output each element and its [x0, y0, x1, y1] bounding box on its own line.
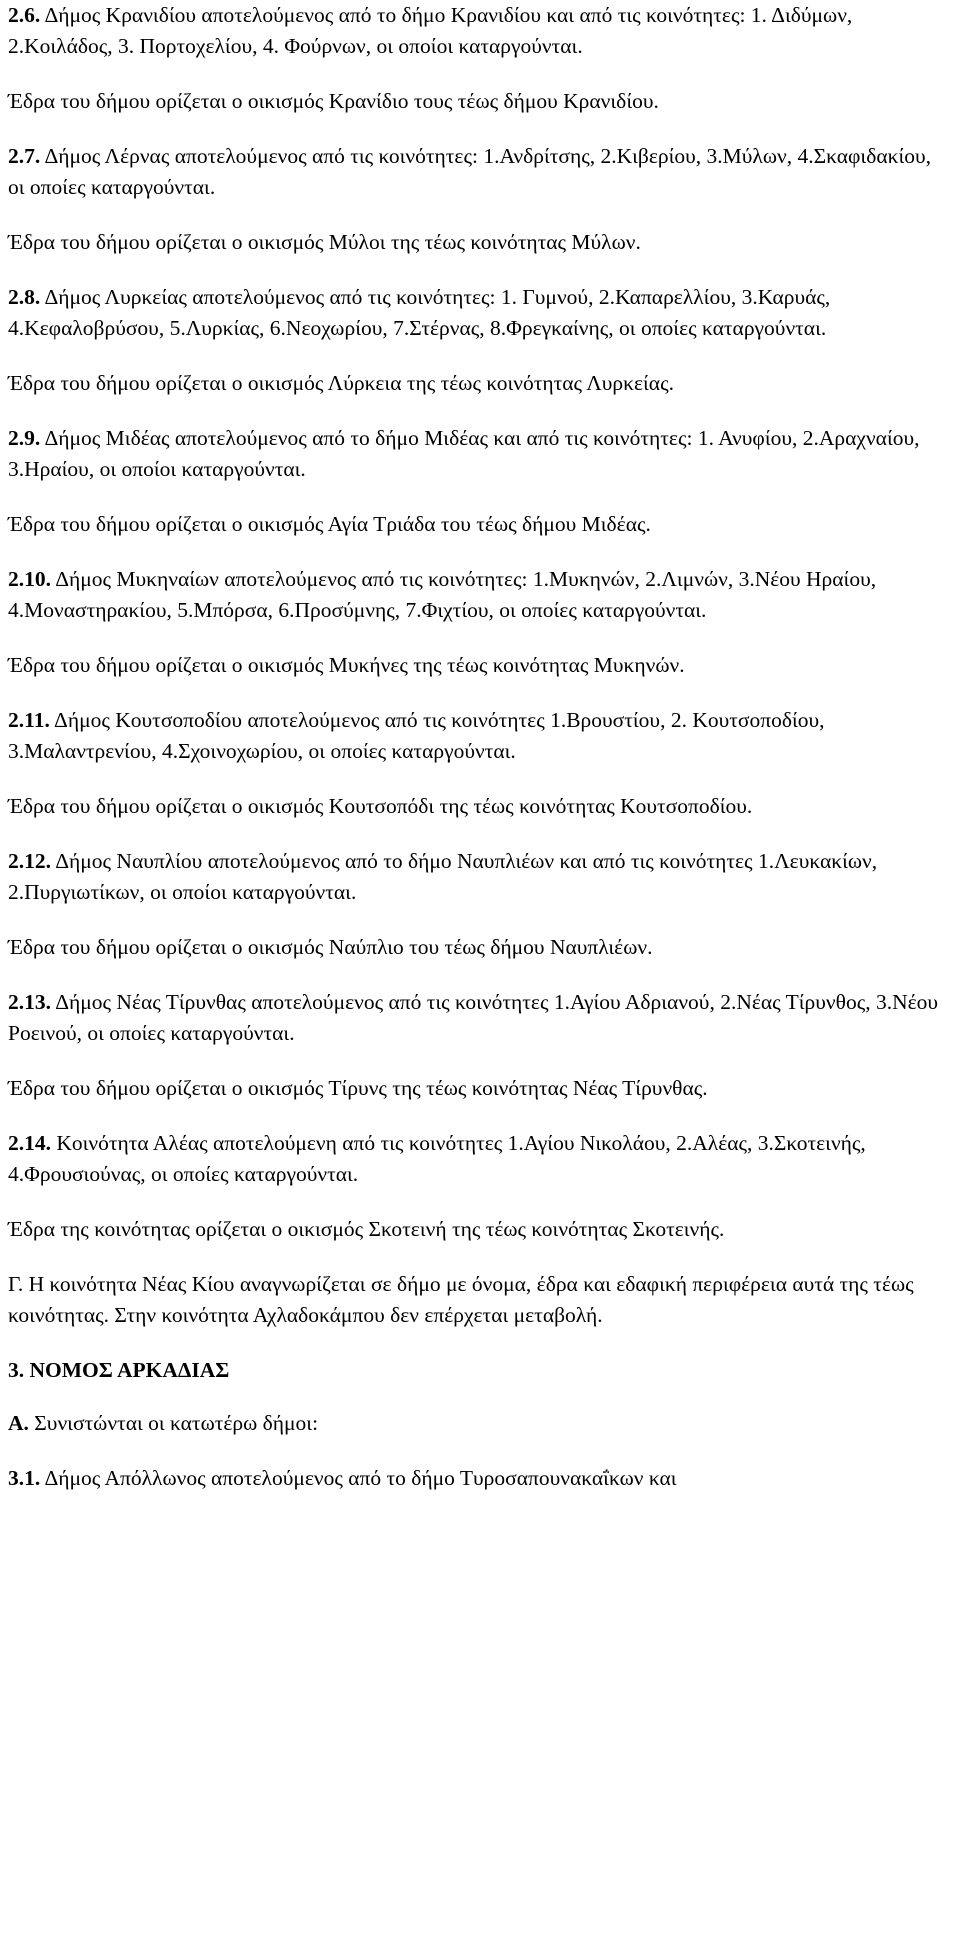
paragraph-text: Έδρα της κοινότητας ορίζεται ο οικισμός Σκοτεινή της τέως κοινότητας Σκοτεινής.: [8, 1217, 725, 1241]
paragraph-seat-2-10: [8, 650, 952, 681]
paragraph-text: Έδρα του δήμου ορίζεται ο οικισμός Μυκήνες της τέως κοινότητας Μυκηνών.: [8, 653, 685, 677]
paragraph-text: Κοινότητα Αλέας αποτελούμενη από τις κοινότητες 1.Αγίου Νικολάου, 2.Αλέας, 3.Σκοτεινής, 4.Φρουσιούνας, οι οποίες καταργούνται.: [8, 1131, 866, 1186]
paragraph-seat-2-8: [8, 368, 952, 399]
paragraph-number: 2.13.: [8, 990, 51, 1014]
paragraph-text: Δήμος Ναυπλίου αποτελούμενος από το δήμο Ναυπλιέων και από τις κοινότητες 1.Λευκακίων, 2.Πυργιωτίκων, οι οποίοι καταργούνται.: [8, 849, 878, 904]
paragraph-2-6: [8, 0, 952, 62]
paragraph-text: Έδρα του δήμου ορίζεται ο οικισμός Κουτσοπόδι της τέως κοινότητας Κουτσοποδίου.: [8, 794, 753, 818]
paragraph-2-7: [8, 141, 952, 203]
paragraph-2-10: [8, 564, 952, 626]
paragraph-seat-2-11: [8, 791, 952, 822]
paragraph-2-13: [8, 987, 952, 1049]
paragraph-text: Δήμος Κουτσοποδίου αποτελούμενος από τις κοινότητες 1.Βρουστίου, 2. Κουτσοποδίου, 3.Μαλαντρενίου, 4.Σχοινοχωρίου, οι οποίες καταργούνται.: [8, 708, 825, 763]
paragraph-text: Γ. Η κοινότητα Νέας Κίου αναγνωρίζεται σε δήμο με όνομα, έδρα και εδαφική περιφέρεια αυτά της τέως κοινότητας. Στην κοινότητα Αχλαδοκάμπου δεν επέρχεται μεταβολή.: [8, 1272, 914, 1327]
paragraph-text: Δήμος Απόλλωνος αποτελούμενος από το δήμο Τυροσαπουνακαΐκων και: [40, 1466, 677, 1490]
paragraph-2-12: [8, 846, 952, 908]
paragraph-number: 2.7.: [8, 144, 41, 168]
paragraph-seat-2-13: [8, 1073, 952, 1104]
paragraph-number: Α.: [8, 1411, 29, 1435]
paragraph-seat-2-12: [8, 932, 952, 963]
paragraph-number: 2.12.: [8, 849, 51, 873]
paragraph-text: Δήμος Κρανιδίου αποτελούμενος από το δήμο Κρανιδίου και από τις κοινότητες: 1. Διδύμων, 2.Κοιλάδος, 3. Πορτοχελίου, 4. Φούρνων, οι οποίοι καταργούνται.: [8, 3, 853, 58]
subsection-alpha: [8, 1408, 952, 1439]
paragraph-gamma: [8, 1269, 952, 1331]
paragraph-number: 2.10.: [8, 567, 51, 591]
paragraph-text: Δήμος Νέας Τίρυνθας αποτελούμενος από τις κοινότητες 1.Αγίου Αδριανού, 2.Νέας Τίρυνθος, 3.Νέου Ροεινού, οι οποίες καταργούνται.: [8, 990, 939, 1045]
paragraph-seat-2-6: [8, 86, 952, 117]
paragraph-seat-2-7: [8, 227, 952, 258]
paragraph-3-1: [8, 1463, 952, 1494]
paragraph-number: 2.6.: [8, 3, 41, 27]
paragraph-text: Δήμος Μιδέας αποτελούμενος από το δήμο Μιδέας και από τις κοινότητες: 1. Ανυφίου, 2.Αραχναίου, 3.Ηραίου, οι οποίοι καταργούνται.: [8, 426, 920, 481]
paragraph-number: 2.9.: [8, 426, 41, 450]
paragraph-text: Έδρα του δήμου ορίζεται ο οικισμός Λύρκεια της τέως κοινότητας Λυρκείας.: [8, 371, 674, 395]
paragraph-number: 2.8.: [8, 285, 41, 309]
paragraph-text: Δήμος Λέρνας αποτελούμενος από τις κοινότητες: 1.Ανδρίτσης, 2.Κιβερίου, 3.Μύλων, 4.Σκαφιδακίου, οι οποίες καταργούνται.: [8, 144, 931, 199]
paragraph-number: 2.14.: [8, 1131, 51, 1155]
paragraph-text: Έδρα του δήμου ορίζεται ο οικισμός Κρανίδιο τους τέως δήμου Κρανιδίου.: [8, 89, 659, 113]
paragraph-seat-2-14: [8, 1214, 952, 1245]
paragraph-2-14: [8, 1128, 952, 1190]
paragraph-2-9: [8, 423, 952, 485]
paragraph-text: Δήμος Μυκηναίων αποτελούμενος από τις κοινότητες: 1.Μυκηνών, 2.Λιμνών, 3.Νέου Ηραίου, 4.Μοναστηρακίου, 5.Μπόρσα, 6.Προσύμνης, 7.Φιχτίου, οι οποίες καταργούνται.: [8, 567, 877, 622]
paragraph-text: Δήμος Λυρκείας αποτελούμενος από τις κοινότητες: 1. Γυμνού, 2.Καπαρελλίου, 3.Καρυάς, 4.Κεφαλοβρύσου, 5.Λυρκίας, 6.Νεοχωρίου, 7.Στέρνας, 8.Φρεγκαίνης, οι οποίες καταργούνται.: [8, 285, 831, 340]
paragraph-text: Έδρα του δήμου ορίζεται ο οικισμός Μύλοι της τέως κοινότητας Μύλων.: [8, 230, 641, 254]
paragraph-text: Έδρα του δήμου ορίζεται ο οικισμός Τίρυνς της τέως κοινότητας Νέας Τίρυνθας.: [8, 1076, 708, 1100]
paragraph-2-11: [8, 705, 952, 767]
paragraph-number: 2.11.: [8, 708, 50, 732]
paragraph-text: Συνιστώνται οι κατωτέρω δήμοι:: [28, 1411, 319, 1435]
paragraph-text: Έδρα του δήμου ορίζεται ο οικισμός Αγία Τριάδα του τέως δήμου Μιδέας.: [8, 512, 651, 536]
paragraph-seat-2-9: [8, 509, 952, 540]
paragraph-2-8: [8, 282, 952, 344]
section-heading: 3. ΝΟΜΟΣ ΑΡΚΑΔΙΑΣ: [8, 1358, 230, 1382]
paragraph-number: 3.1.: [8, 1466, 41, 1490]
paragraph-text: Έδρα του δήμου ορίζεται ο οικισμός Ναύπλιο του τέως δήμου Ναυπλιέων.: [8, 935, 653, 959]
